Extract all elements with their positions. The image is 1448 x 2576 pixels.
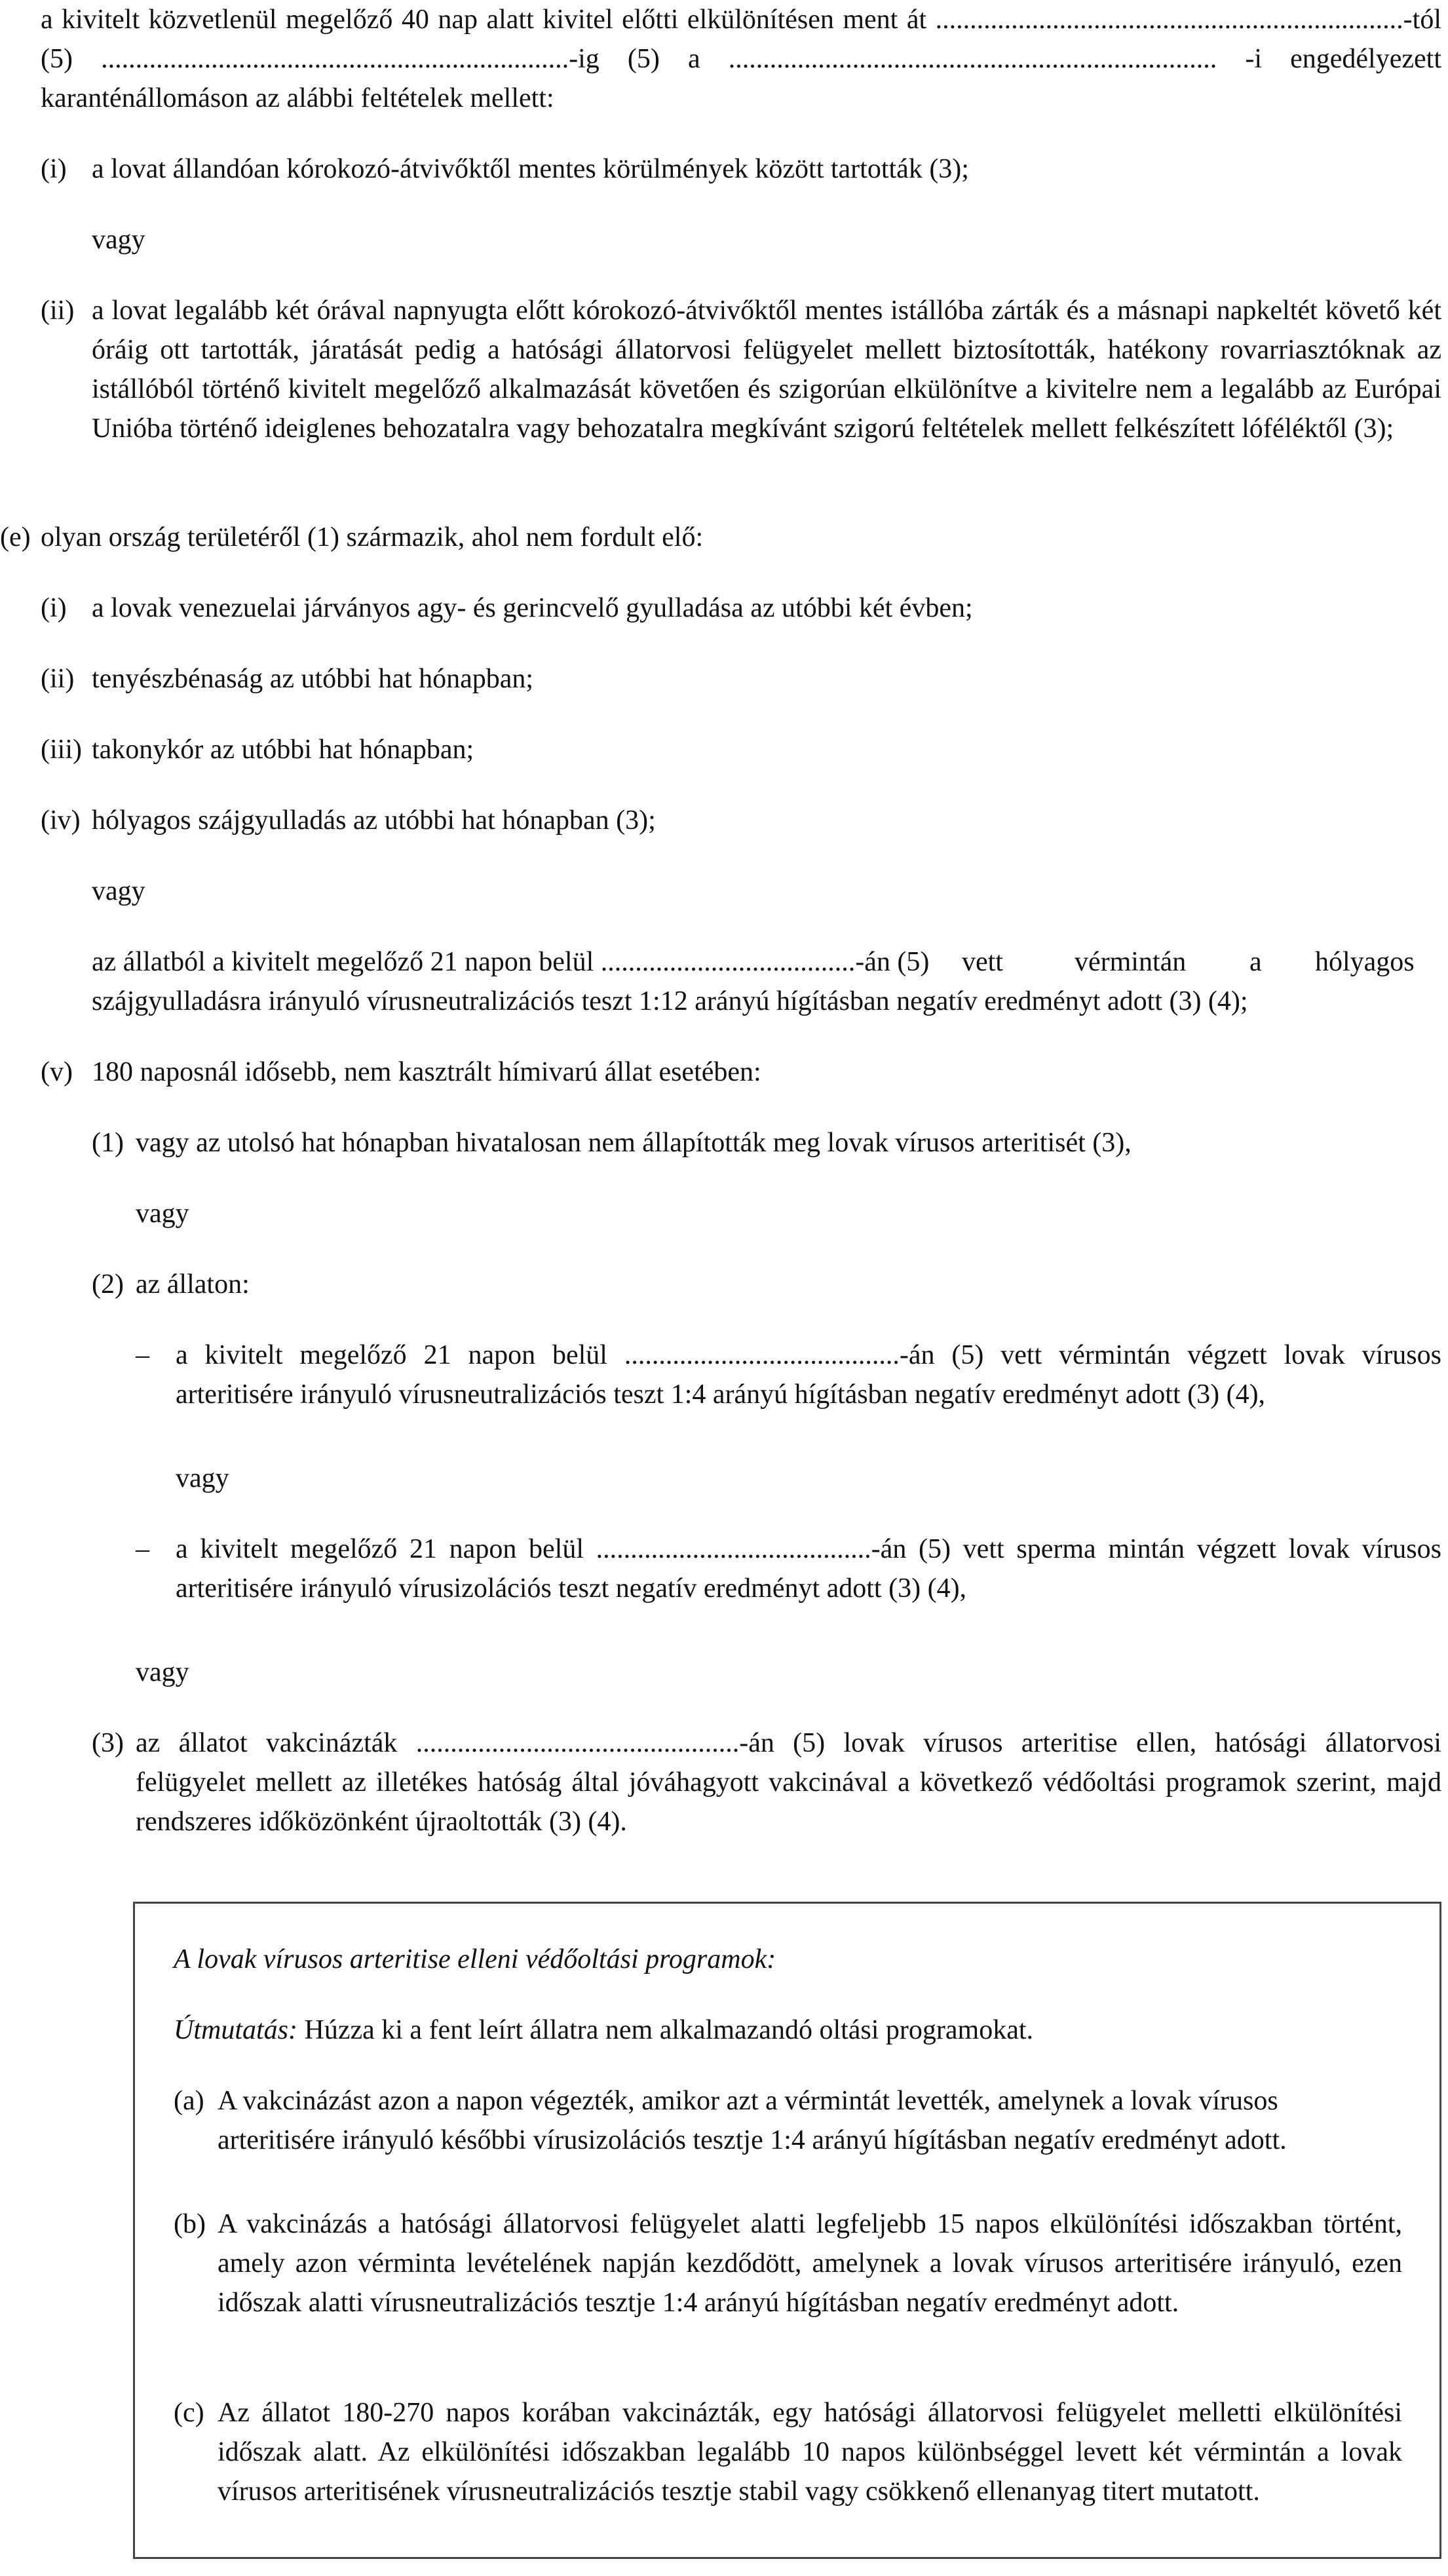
subitem-3-text: az állatot vakcinázták ...............................................-án (5) lovak vírusos arteritise ellen, hatósági állatorvosi felügyelet mellett az illetékes hatóság által jóváhagyott vakcinával a következő védőoltási programok szerint, majd rendszeres időközönként újraoltották (3) (4). <box>136 1728 1441 1837</box>
item-e-v-text: 180 naposnál idősebb, nem kasztrált hímivarú állat esetében: <box>92 1057 761 1087</box>
item-e-i-text: a lovak venezuelai járványos agy- és gerincvelő gyulladása az utóbbi két évben; <box>92 593 973 623</box>
alt-clause-word: hólyagos <box>1315 947 1415 977</box>
item-ii-text: a lovat legalább két órával napnyugta előtt kórokozó-átvivőktől mentes istállóba zárták és a másnapi napkeltét követő két óráig ott tartották, járatását pedig a hatósági állatorvosi felügyelet mellett biztosították, hatékony rovarriasztóknak az istállóból történő kivitelt megelőző alkalmazását követően és szigorúan elkülönítve a kivitelre nem a legalább az Európai Unióba történő ideiglenes behozatalra vagy behozatalra megkívánt szigorú feltételek mellett felkészített lóféléktől (3); <box>92 296 1441 444</box>
item-label-e-ii: (ii) <box>41 664 75 694</box>
vagy-connector: vagy <box>92 225 145 255</box>
subitem-label-3: (3) <box>92 1728 124 1758</box>
alt-clause-line1-start: az állatból a kivitelt megelőző 21 napon belül .....................................-án (5) <box>92 947 930 977</box>
dash-item-1-text: a kivitelt megelőző 21 napon belül ........................................-án (5) vett vérmintán végzett lovak vírusos arteritisére irányuló vírusneutralizációs teszt 1:4 arányú hígításban negatív eredményt adott (3) (4), <box>176 1340 1441 1410</box>
item-e-iv-text: hólyagos szájgyulladás az utóbbi hat hónapban (3); <box>92 805 656 836</box>
item-label-i: (i) <box>41 154 67 184</box>
alt-clause-line2: szájgyulladásra irányuló vírusneutralizációs teszt 1:12 arányú hígításban negatív eredményt adott (3) (4); <box>92 986 1248 1016</box>
item-e-iii-text: takonykór az utóbbi hat hónapban; <box>92 735 474 765</box>
vagy-connector: vagy <box>176 1463 229 1493</box>
subitem-label-1: (1) <box>92 1128 124 1158</box>
item-e-ii-text: tenyészbénaság az utóbbi hat hónapban; <box>92 664 534 694</box>
item-label-e-i: (i) <box>41 593 67 623</box>
instruction-text: Húzza ki a fent leírt állatra nem alkalmazandó oltási programokat. <box>304 2015 1034 2045</box>
dash-item-2-text: a kivitelt megelőző 21 napon belül ........................................-án (5) vett sperma mintán végzett lovak vírusos arteritisére irányuló vírusizolációs teszt negatív eredményt adott (3) (4), <box>176 1534 1441 1604</box>
alt-clause-word: a <box>1249 947 1262 977</box>
item-label-e-iii: (iii) <box>41 735 82 765</box>
alt-clause-word: vérmintán <box>1075 947 1187 977</box>
box-title: A lovak vírusos arteritise elleni védőoltási programok: <box>174 1944 776 1974</box>
dash-bullet: – <box>136 1534 149 1564</box>
item-i-text: a lovat állandóan kórokozó-átvivőktől mentes körülmények között tartották (3); <box>92 154 969 184</box>
section-label-e: (e) <box>0 522 31 552</box>
box-instruction <box>174 2010 1419 2050</box>
box-item-label-a: (a) <box>174 2086 204 2116</box>
subitem-label-2: (2) <box>92 1269 124 1299</box>
alt-clause-word: vett <box>962 947 1003 977</box>
instruction-label: Útmutatás: <box>174 2015 297 2045</box>
vagy-connector: vagy <box>136 1199 189 1229</box>
vagy-connector: vagy <box>136 1657 189 1687</box>
box-item-a-text: A vakcinázást azon a napon végezték, amikor azt a vérmintát levették, amelynek a lovak vírusos arteritisére irányuló későbbi vírusizolációs tesztje 1:4 arányú hígításban negatív eredményt adott. <box>218 2086 1287 2155</box>
section-e-text: olyan ország területéről (1) származik, ahol nem fordult elő: <box>41 522 704 552</box>
box-item-label-b: (b) <box>174 2209 206 2239</box>
subitem-2-text: az állaton: <box>136 1269 250 1299</box>
box-item-label-c: (c) <box>174 2398 204 2428</box>
item-label-e-v: (v) <box>41 1057 73 1087</box>
item-label-e-iv: (iv) <box>41 805 81 836</box>
vagy-connector: vagy <box>92 876 145 906</box>
dash-bullet: – <box>136 1340 149 1370</box>
box-item-b-text: A vakcinázás a hatósági állatorvosi felügyelet alatti legfeljebb 15 napos elkülönítési időszakban történt, amely azon vérminta levételének napján kezdődött, amelynek a lovak vírusos arteritisére irányuló, ezen időszak alatti vírusneutralizációs tesztje 1:4 arányú hígításban negatív eredményt adott. <box>218 2209 1402 2318</box>
box-item-c-text: Az állatot 180-270 napos korában vakcinázták, egy hatósági állatorvosi felügyelet melletti elkülönítési időszak alatt. Az elkülönítési időszakban legalább 10 napos különbséggel levett két vérmintán a lovak vírusos arteritisének vírusneutralizációs tesztje stabil vagy csökkenő ellenanyag titert mutatott. <box>218 2398 1402 2507</box>
intro-paragraph: a kivitelt közvetlenül megelőző 40 nap alatt kivitel előtti elkülönítésen ment át ....................................................................-tól (5) ....................................................................-ig (5) a ....................................................................... -i engedélyezett karanténállomáson az alábbi feltételek mellett: <box>41 5 1441 113</box>
subitem-1-text: vagy az utolsó hat hónapban hivatalosan nem állapították meg lovak vírusos arteritisét (3), <box>136 1128 1132 1158</box>
item-label-ii: (ii) <box>41 296 75 326</box>
